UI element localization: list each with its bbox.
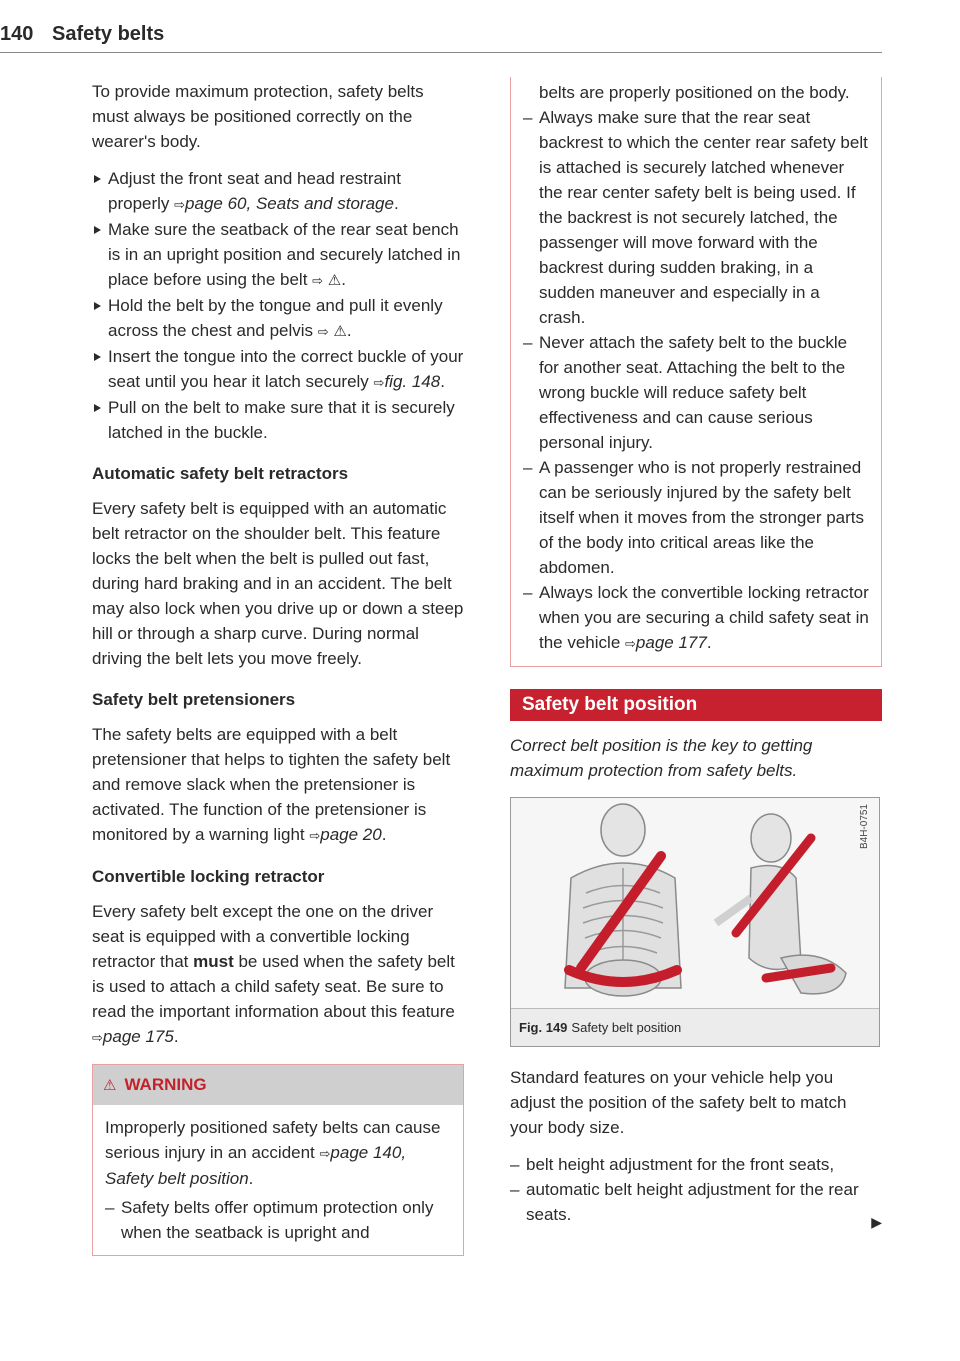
page-link-text: page 177 xyxy=(635,633,707,652)
instruction-text: Hold the belt by the tongue and pull it evenly across the chest and pelvis xyxy=(108,296,443,340)
figure-box xyxy=(510,797,880,1047)
figure-code: B4H-0751 xyxy=(859,804,870,850)
chapter-title: Safety belts xyxy=(52,23,165,45)
warning-title: WARNING xyxy=(124,1075,207,1094)
right-column xyxy=(510,77,882,1239)
figure-caption xyxy=(511,1008,879,1046)
arrow-right-icon: ⇨ xyxy=(319,1146,331,1161)
figure-link-text: fig. 148 xyxy=(384,372,441,391)
arrow-right-icon: ⇨ xyxy=(174,197,186,212)
instruction-suffix: . xyxy=(440,372,445,391)
instruction-text: Adjust the front seat and head restraint properly xyxy=(108,169,401,213)
feature-list xyxy=(510,1152,882,1227)
warning-item: – Never attach the safety belt to the buckle for another seat. Attaching the belt to the wrong buckle will reduce safety belt effectiveness and can cause serious personal injury. xyxy=(523,330,869,455)
belt-diagram xyxy=(511,798,879,1008)
pretensioners-text: The safety belts are equipped with a belt pretensioner that helps to tighten the safety belt and remove slack when the pretensioner is activated. The function of the pretensioner is monitored by a warning light xyxy=(92,725,451,844)
convertible-paragraph: Every safety belt except the one on the driver seat is equipped with a convertible locking retractor that must be used when the safety belt is used to attach a child safety seat. Be sure to read the important information about this feature ⇨page 175. xyxy=(92,902,455,1046)
figure-label: Fig. 149 xyxy=(519,1020,568,1035)
pretensioners-paragraph: The safety belts are equipped with a belt pretensioner that helps to tighten the safety belt and remove slack when the pretensioner is activated. The function of the pretensioner is monitored by a warning light ⇨page 20. xyxy=(92,725,451,844)
instruction-item xyxy=(92,166,464,217)
warning-triangle-icon[interactable]: ⚠ xyxy=(333,323,347,340)
page-link[interactable] xyxy=(625,633,707,652)
warning-triangle-icon[interactable]: ⚠ xyxy=(327,272,342,289)
warning-text: Improperly positioned safety belts can cause serious injury in an accident ⇨page 140, Safety belt position. xyxy=(105,1118,441,1188)
feature-item: – automatic belt height adjustment for the rear seats. xyxy=(510,1177,882,1227)
warning-item: – Always make sure that the rear seat backrest to which the center rear safety belt is attached is securely latched whenever the rear center safety belt is being used. If the backrest is not securely latched, the passenger will move forward with the backrest during sudden braking, in a sudden maneuver and especially in a crash. xyxy=(523,105,869,330)
heading-convertible: Convertible locking retractor xyxy=(92,867,325,886)
arrow-right-icon: ⇨ xyxy=(312,273,324,288)
warning-item: – A passenger who is not properly restrained can be seriously injured by the safety belt itself when it moves from the stronger parts of the body into critical areas like the abdomen. xyxy=(523,455,869,580)
continue-arrow-icon: ▶ xyxy=(871,1214,882,1230)
warning-item-text: Always lock the convertible locking retractor when you are securing a child safety seat in the vehicle xyxy=(539,583,869,652)
figure-caption-text: Safety belt position xyxy=(571,1020,682,1035)
arrow-right-icon: ⇨ xyxy=(309,828,321,843)
warning-list xyxy=(523,105,869,656)
instruction-text: Insert the tongue into the correct buckle of your seat until you hear it latch securely xyxy=(108,347,464,391)
warning-box-continued xyxy=(510,77,882,667)
retractors-paragraph: Every safety belt is equipped with an automatic belt retractor on the shoulder belt. This feature locks the belt when the belt is pulled out fast, during hard braking and in an accident. The belt may also lock when you drive up or down a steep hill or through a sharp curve. During normal driving the belt lets you move freely. xyxy=(92,499,464,668)
section-title-bar: Safety belt position xyxy=(510,689,882,721)
page-link[interactable] xyxy=(309,825,381,844)
instruction-item xyxy=(92,395,464,445)
warning-triangle-icon: ⚠ xyxy=(103,1077,117,1094)
page-number: 140 xyxy=(0,23,34,45)
page-link-text: page 140, Safety belt position xyxy=(105,1143,407,1188)
warning-item: – Safety belts offer optimum protection only when the seatback is upright and xyxy=(105,1195,451,1245)
page-link-text: page 60, Seats and storage xyxy=(185,194,394,213)
arrow-right-icon: ⇨ xyxy=(373,375,385,390)
heading-retractors: Automatic safety belt retractors xyxy=(92,464,349,483)
warning-sentence: Improperly positioned safety belts can cause serious injury in an accident xyxy=(105,1118,441,1162)
page-header xyxy=(0,22,882,53)
arrow-right-icon: ⇨ xyxy=(92,1030,103,1045)
warning-list xyxy=(105,1195,451,1245)
instruction-suffix: . xyxy=(346,321,352,340)
instruction-list xyxy=(92,166,464,445)
body-paragraph: Standard features on your vehicle help you adjust the position of the safety belt to match your body size. xyxy=(510,1068,847,1137)
feature-item: – belt height adjustment for the front seats, xyxy=(510,1152,882,1177)
warning-box xyxy=(92,1064,464,1256)
convertible-emphasis: must xyxy=(193,952,234,971)
figure-link[interactable] xyxy=(374,372,441,391)
page-link-text: page 20 xyxy=(320,825,382,844)
arrow-right-icon: ⇨ xyxy=(625,636,636,651)
warning-header xyxy=(93,1065,463,1105)
warning-continued-text: belts are properly positioned on the body. xyxy=(539,83,850,102)
page-link-text: page 175 xyxy=(102,1027,174,1046)
belt-position-illustration xyxy=(511,798,879,1008)
intro-paragraph: To provide maximum protection, safety belts must always be positioned correctly on the wearer's body. xyxy=(92,82,424,151)
instruction-item xyxy=(92,293,464,344)
page-link[interactable] xyxy=(92,1027,174,1046)
convertible-text-a: Every safety belt except the one on the driver seat is equipped with a convertible locking retractor that xyxy=(92,902,434,971)
warning-body xyxy=(93,1105,463,1245)
convertible-text-b: be used when the safety belt is used to attach a child safety seat. Be sure to read the important information about this feature xyxy=(92,952,455,1021)
warning-item: – Always lock the convertible locking retractor when you are securing a child safety seat in the vehicle ⇨page 177. xyxy=(523,580,869,656)
instruction-text: Make sure the seatback of the rear seat bench is in an upright position and securely latched in place before using the belt xyxy=(108,220,461,289)
left-column xyxy=(92,79,464,1256)
instruction-text: Pull on the belt to make sure that it is securely latched in the buckle. xyxy=(108,398,455,442)
instruction-suffix: . xyxy=(341,270,346,289)
instruction-suffix: . xyxy=(393,194,399,213)
section-intro: Correct belt position is the key to getting maximum protection from safety belts. xyxy=(510,736,813,780)
instruction-item xyxy=(92,217,464,293)
heading-pretensioners: Safety belt pretensioners xyxy=(92,690,296,709)
page-link[interactable] xyxy=(174,194,394,213)
arrow-right-icon: ⇨ xyxy=(317,324,329,339)
instruction-item xyxy=(92,344,464,395)
